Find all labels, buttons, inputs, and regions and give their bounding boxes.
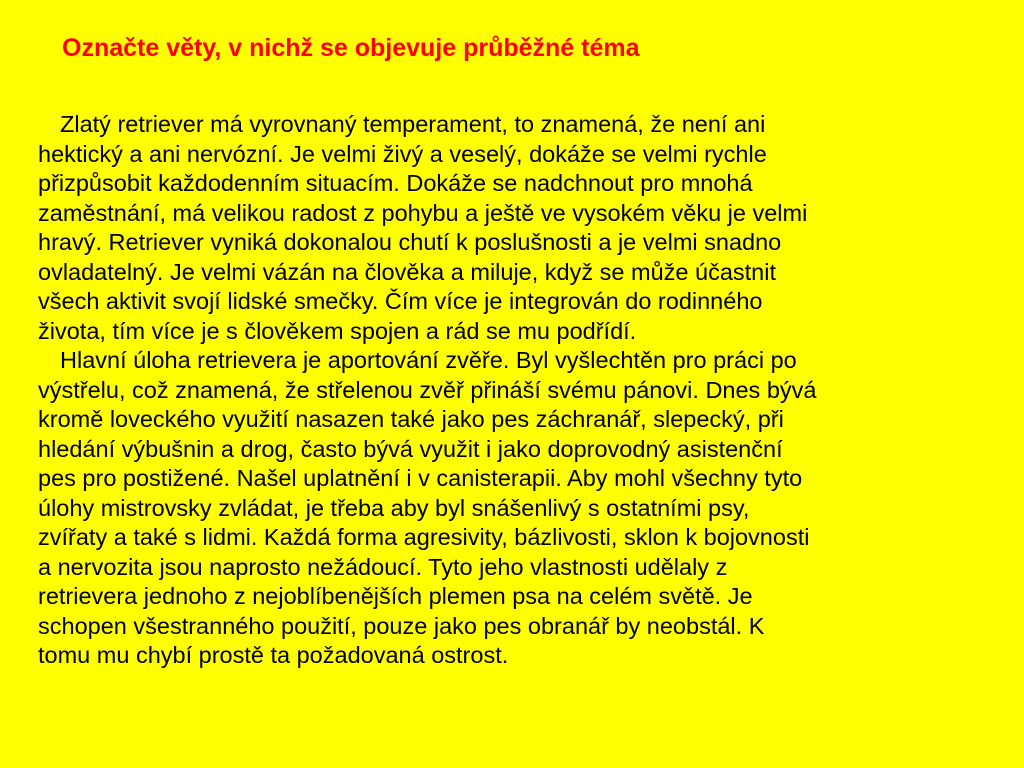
paragraph-line: hektický a ani nervózní. Je velmi živý a veselý, dokáže se velmi rychle [38, 140, 767, 167]
paragraph-line: kromě loveckého využití nasazen také jako pes záchranář, slepecký, při [38, 406, 784, 432]
paragraph-1 [38, 110, 988, 346]
paragraph-line: hravý. Retriever vyniká dokonalou chutí k poslušnosti a je velmi snadno [38, 229, 782, 255]
paragraph-line: přizpůsobit každodenním situacím. Dokáže se nadchnout pro mnohá [38, 170, 753, 196]
paragraph-line: pes pro postižené. Našel uplatnění i v canisterapii. Aby mohl všechny tyto [38, 465, 803, 491]
paragraph-line: Zlatý retriever má vyrovnaný temperament, to znamená, že není ani [60, 111, 766, 137]
paragraph-line: zaměstnání, má velikou radost z pohybu a ještě ve vysokém věku je velmi [38, 199, 808, 226]
paragraph-line: úlohy mistrovsky zvládat, je třeba aby byl snášenlivý s ostatními psy, [38, 494, 750, 521]
paragraph-line: schopen všestranného použití, pouze jako pes obranář by neobstál. K [38, 612, 765, 639]
paragraph-line: hledání výbušnin a drog, často bývá využit i jako doprovodný asistenční [38, 435, 783, 462]
paragraph-line: tomu mu chybí prostě ta požadovaná ostrost. [38, 642, 509, 668]
slide-title: Označte věty, v nichž se objevuje průběžné téma [62, 34, 640, 62]
paragraph-line: života, tím více je s člověkem spojen a rád se mu podřídí. [38, 317, 637, 344]
paragraph-line: výstřelu, což znamená, že střelenou zvěř přináší svému pánovi. Dnes bývá [38, 376, 817, 403]
paragraph-line: a nervozita jsou naprosto nežádoucí. Tyto jeho vlastnosti udělaly z [38, 553, 728, 580]
paragraph-line: retrievera jednoho z nejoblíbenějších plemen psa na celém světě. Je [38, 583, 753, 609]
paragraph-line: Hlavní úloha retrievera je aportování zvěře. Byl vyšlechtěn pro práci po [60, 347, 797, 373]
paragraph-2 [38, 346, 988, 671]
paragraph-line: ovladatelný. Je velmi vázán na člověka a miluje, když se může účastnit [38, 258, 776, 285]
slide-body [38, 110, 988, 671]
paragraph-line: zvířaty a také s lidmi. Každá forma agresivity, bázlivosti, sklon k bojovnosti [38, 524, 810, 550]
paragraph-line: všech aktivit svojí lidské smečky. Čím více je integrován do rodinného [38, 288, 763, 314]
